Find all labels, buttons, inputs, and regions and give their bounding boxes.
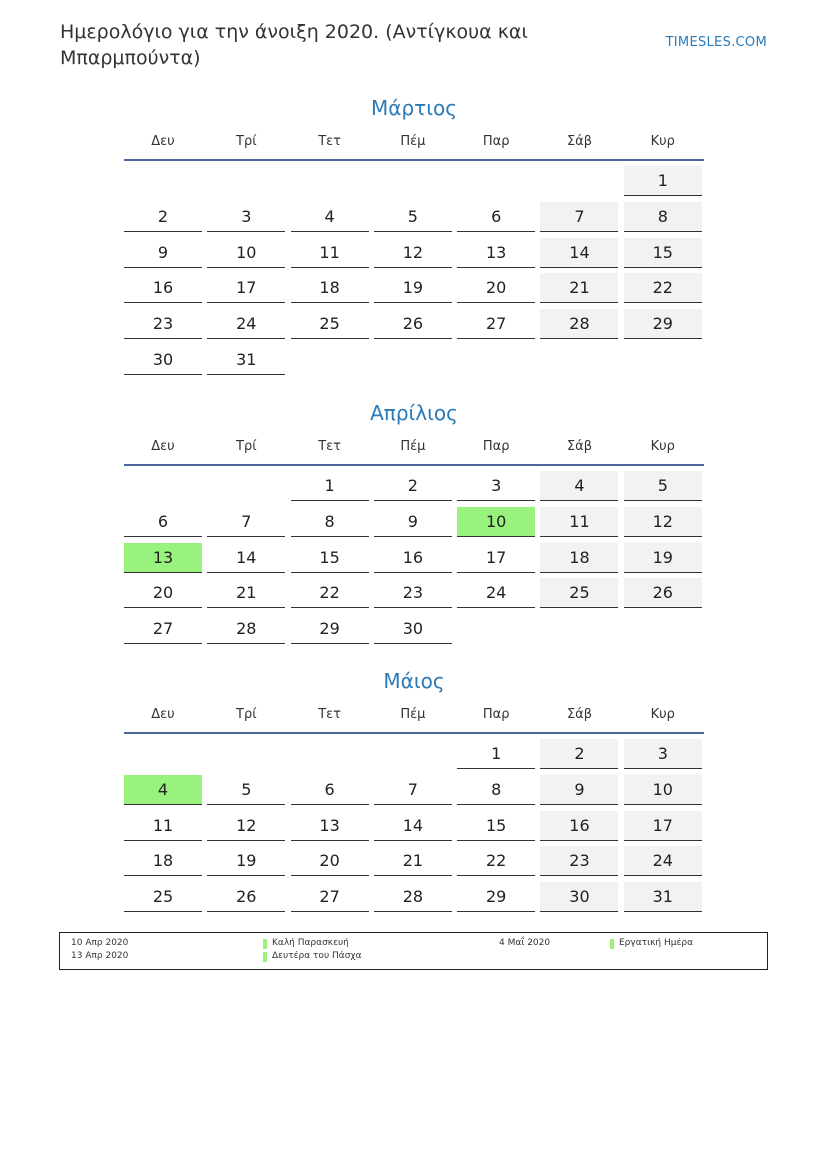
- day-cell: 18: [124, 846, 202, 876]
- day-cell: 14: [540, 238, 618, 268]
- day-cell: 9: [124, 238, 202, 268]
- day-cell: 20: [124, 578, 202, 608]
- weekday-label: Τρί: [236, 439, 257, 454]
- page-title: Ημερολόγιο για την άνοιξη 2020. (Αντίγκουα και Μπαρμπούντα): [60, 21, 528, 69]
- month-name: Μάιος: [383, 669, 445, 693]
- empty-cell: [291, 166, 369, 196]
- day-cell: 1: [457, 739, 535, 769]
- weekday-label: Δευ: [151, 134, 175, 149]
- day-cell: 11: [540, 507, 618, 537]
- day-cell: 29: [457, 882, 535, 912]
- day-cell: 17: [207, 273, 285, 303]
- weekday-label: Τετ: [318, 439, 341, 454]
- legend-date-2: 13 Απρ 2020: [71, 951, 129, 961]
- empty-cell: [374, 166, 452, 196]
- header-rule: [124, 732, 704, 734]
- holiday-day-cell: 10: [457, 507, 535, 537]
- day-cell: 21: [374, 846, 452, 876]
- day-cell: 7: [207, 507, 285, 537]
- empty-cell: [207, 471, 285, 501]
- day-cell: 28: [540, 309, 618, 339]
- legend-name-3: Εργατική Ημέρα: [619, 938, 693, 948]
- day-cell: 22: [624, 273, 702, 303]
- weekday-label: Κυρ: [650, 439, 675, 454]
- day-cell: 18: [291, 273, 369, 303]
- day-cell: 22: [457, 846, 535, 876]
- day-cell: 3: [207, 202, 285, 232]
- weekday-label: Δευ: [151, 707, 175, 722]
- day-cell: 24: [207, 309, 285, 339]
- day-cell: 3: [457, 471, 535, 501]
- day-cell: 2: [540, 739, 618, 769]
- day-cell: 25: [124, 882, 202, 912]
- day-cell: 13: [291, 811, 369, 841]
- weekday-label: Τρί: [236, 707, 257, 722]
- legend-name-2: Δευτέρα του Πάσχα: [272, 951, 362, 961]
- day-cell: 12: [207, 811, 285, 841]
- day-cell: 17: [457, 543, 535, 573]
- day-cell: 26: [624, 578, 702, 608]
- day-cell: 10: [207, 238, 285, 268]
- day-cell: 30: [540, 882, 618, 912]
- day-cell: 23: [540, 846, 618, 876]
- day-cell: 5: [374, 202, 452, 232]
- day-cell: 10: [624, 775, 702, 805]
- day-cell: 29: [624, 309, 702, 339]
- day-cell: 26: [207, 882, 285, 912]
- empty-cell: [457, 166, 535, 196]
- day-cell: 23: [374, 578, 452, 608]
- empty-cell: [124, 471, 202, 501]
- weekday-label: Πέμ: [400, 439, 426, 454]
- day-cell: 9: [540, 775, 618, 805]
- day-cell: 6: [291, 775, 369, 805]
- day-grid: [124, 166, 704, 381]
- day-cell: 12: [374, 238, 452, 268]
- weekday-label: Παρ: [482, 707, 510, 722]
- day-cell: 14: [207, 543, 285, 573]
- day-cell: 20: [457, 273, 535, 303]
- weekday-label: Πέμ: [400, 707, 426, 722]
- day-cell: 26: [374, 309, 452, 339]
- day-cell: 11: [124, 811, 202, 841]
- day-cell: 8: [291, 507, 369, 537]
- legend-date-3: 4 Μαΐ 2020: [499, 938, 551, 948]
- weekday-label: Τετ: [318, 134, 341, 149]
- day-cell: 11: [291, 238, 369, 268]
- day-grid: [124, 471, 704, 650]
- legend-name-1: Καλή Παρασκευή: [272, 938, 349, 948]
- weekday-label: Σάβ: [566, 707, 593, 722]
- day-cell: 30: [374, 614, 452, 644]
- weekday-label: Παρ: [482, 134, 510, 149]
- day-cell: 25: [540, 578, 618, 608]
- day-cell: 15: [624, 238, 702, 268]
- holiday-day-cell: 13: [124, 543, 202, 573]
- day-cell: 5: [207, 775, 285, 805]
- day-cell: 31: [624, 882, 702, 912]
- holiday-legend: [59, 932, 768, 970]
- day-cell: 14: [374, 811, 452, 841]
- day-cell: 1: [291, 471, 369, 501]
- month-name: Απρίλιος: [370, 401, 458, 425]
- day-cell: 15: [457, 811, 535, 841]
- day-cell: 2: [124, 202, 202, 232]
- empty-cell: [540, 166, 618, 196]
- weekday-label: Κυρ: [650, 134, 675, 149]
- day-cell: 17: [624, 811, 702, 841]
- day-cell: 13: [457, 238, 535, 268]
- weekday-header: [124, 696, 704, 728]
- empty-cell: [374, 739, 452, 769]
- day-cell: 24: [457, 578, 535, 608]
- day-cell: 29: [291, 614, 369, 644]
- weekday-header: [124, 428, 704, 460]
- day-cell: 3: [624, 739, 702, 769]
- month-name: Μάρτιος: [371, 96, 457, 120]
- day-cell: 20: [291, 846, 369, 876]
- day-cell: 28: [207, 614, 285, 644]
- weekday-label: Δευ: [151, 439, 175, 454]
- day-cell: 5: [624, 471, 702, 501]
- day-cell: 21: [207, 578, 285, 608]
- day-cell: 4: [291, 202, 369, 232]
- day-cell: 16: [124, 273, 202, 303]
- day-cell: 16: [374, 543, 452, 573]
- weekday-label: Σάβ: [566, 439, 593, 454]
- weekday-label: Παρ: [482, 439, 510, 454]
- day-cell: 30: [124, 345, 202, 375]
- day-cell: 27: [457, 309, 535, 339]
- day-cell: 7: [540, 202, 618, 232]
- day-cell: 4: [540, 471, 618, 501]
- header-rule: [124, 159, 704, 161]
- day-cell: 25: [291, 309, 369, 339]
- day-cell: 1: [624, 166, 702, 196]
- weekday-label: Σάβ: [566, 134, 593, 149]
- day-cell: 18: [540, 543, 618, 573]
- day-cell: 31: [207, 345, 285, 375]
- empty-cell: [124, 166, 202, 196]
- day-cell: 15: [291, 543, 369, 573]
- legend-marker-2: [263, 952, 267, 962]
- legend-date-1: 10 Απρ 2020: [71, 938, 129, 948]
- weekday-header: [124, 123, 704, 155]
- day-cell: 12: [624, 507, 702, 537]
- site-link[interactable]: TIMESLES.COM: [665, 35, 767, 50]
- day-cell: 22: [291, 578, 369, 608]
- holiday-day-cell: 4: [124, 775, 202, 805]
- day-cell: 21: [540, 273, 618, 303]
- day-cell: 8: [457, 775, 535, 805]
- header-rule: [124, 464, 704, 466]
- day-cell: 16: [540, 811, 618, 841]
- day-cell: 28: [374, 882, 452, 912]
- weekday-label: Τρί: [236, 134, 257, 149]
- day-cell: 8: [624, 202, 702, 232]
- empty-cell: [207, 739, 285, 769]
- day-cell: 19: [624, 543, 702, 573]
- legend-marker-1: [263, 939, 267, 949]
- empty-cell: [207, 166, 285, 196]
- weekday-label: Πέμ: [400, 134, 426, 149]
- day-grid: [124, 739, 704, 918]
- day-cell: 9: [374, 507, 452, 537]
- day-cell: 19: [374, 273, 452, 303]
- day-cell: 6: [457, 202, 535, 232]
- empty-cell: [291, 739, 369, 769]
- weekday-label: Κυρ: [650, 707, 675, 722]
- month-april: [124, 398, 704, 650]
- day-cell: 2: [374, 471, 452, 501]
- weekday-label: Τετ: [318, 707, 341, 722]
- day-cell: 24: [624, 846, 702, 876]
- month-may: [124, 666, 704, 918]
- legend-marker-3: [610, 939, 614, 949]
- empty-cell: [124, 739, 202, 769]
- day-cell: 19: [207, 846, 285, 876]
- day-cell: 6: [124, 507, 202, 537]
- day-cell: 27: [291, 882, 369, 912]
- day-cell: 23: [124, 309, 202, 339]
- day-cell: 27: [124, 614, 202, 644]
- month-march: [124, 93, 704, 381]
- day-cell: 7: [374, 775, 452, 805]
